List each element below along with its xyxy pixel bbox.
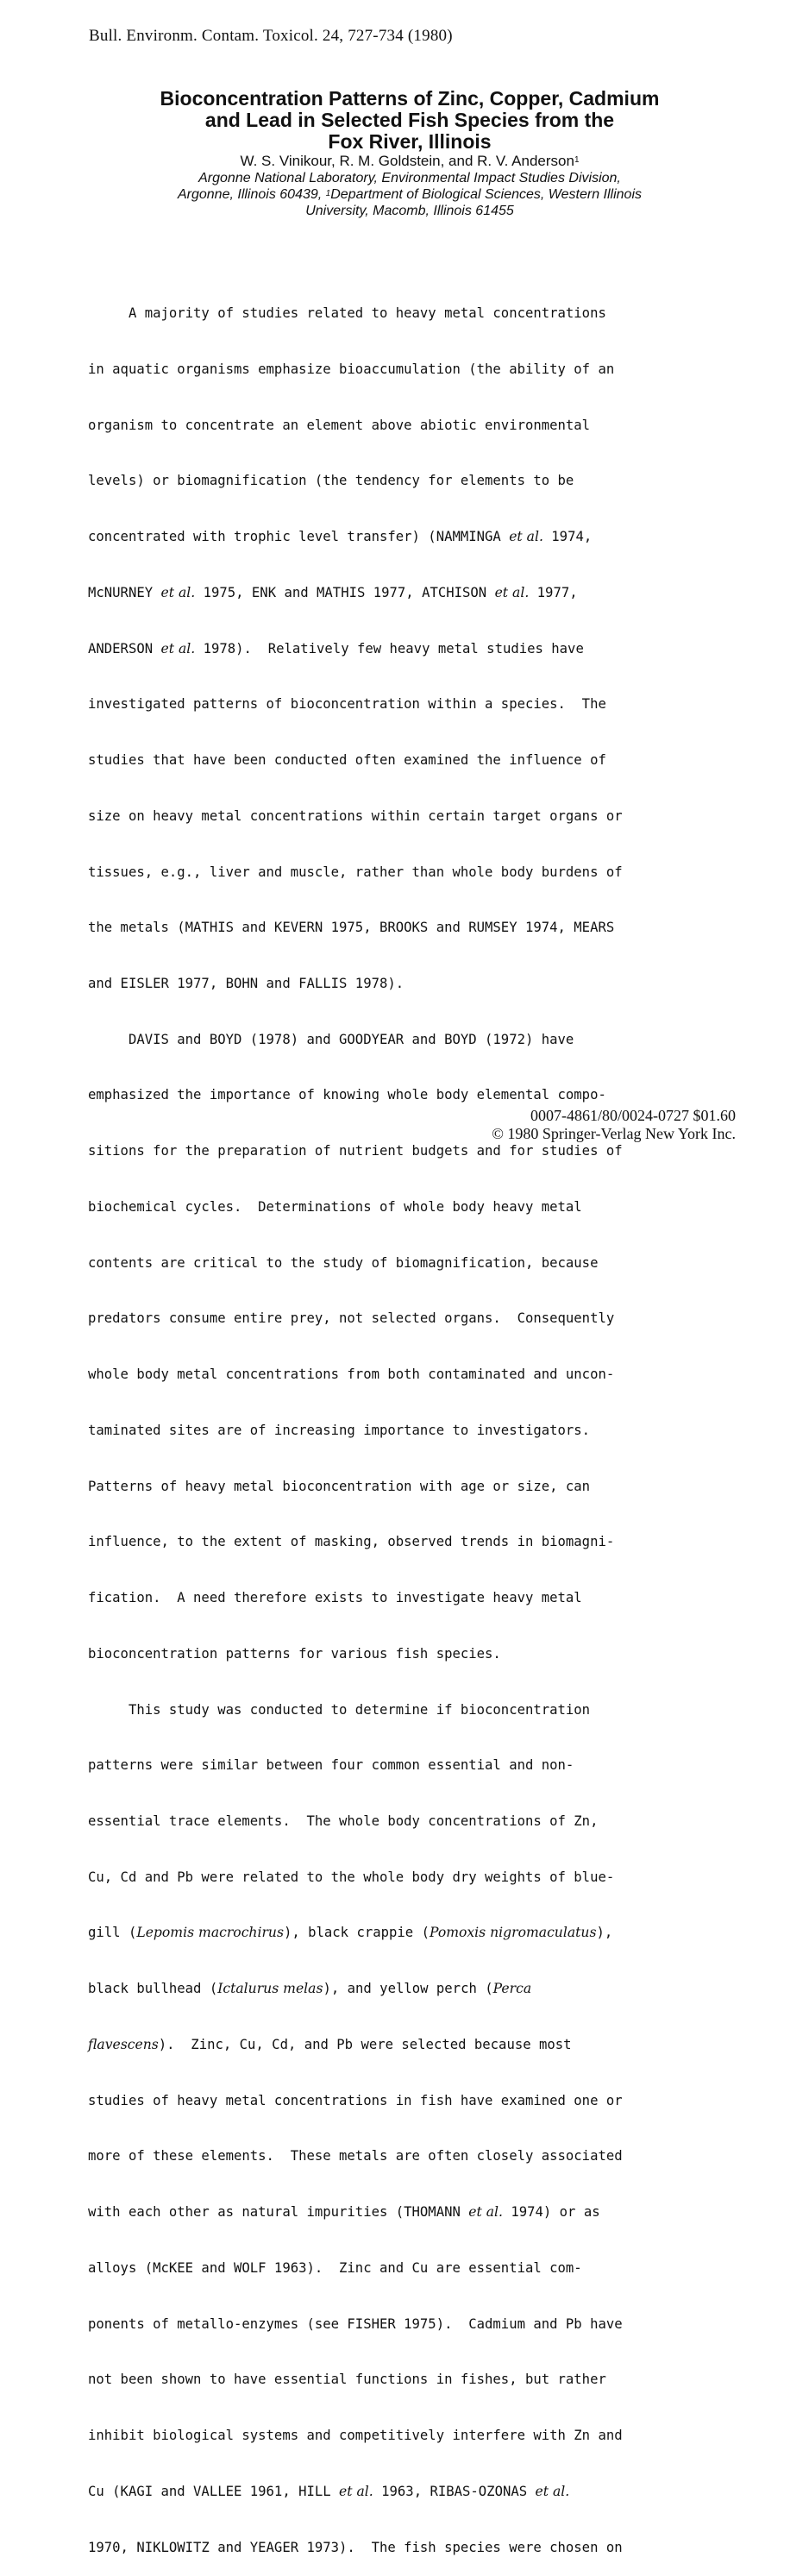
affiliation-text: Argonne, Illinois 60439, bbox=[177, 187, 323, 202]
text-run: with each other as natural impurities (THOMANN bbox=[88, 2204, 469, 2221]
italic-run: et al. bbox=[339, 2483, 373, 2499]
body-line: contents are critical to the study of biomagnification, because bbox=[88, 1254, 599, 1271]
body-line: studies of heavy metal concentrations in fish have examined one or bbox=[88, 2092, 623, 2108]
text-run: Cu (KAGI and VALLEE 1961, HILL bbox=[88, 2483, 340, 2499]
body-line: ponents of metallo-enzymes (see FISHER 1975). Cadmium and Pb have bbox=[88, 2315, 623, 2332]
body-line: inhibit biological systems and competitively interfere with Zn and bbox=[88, 2428, 623, 2444]
body-line: size on heavy metal concentrations within certain target organs or bbox=[88, 807, 623, 824]
affiliation-line: University, Macomb, Illinois 61455 bbox=[305, 204, 514, 218]
text-run: ), and yellow perch ( bbox=[323, 1981, 493, 1997]
author-names: W. S. Vinikour, R. M. Goldstein, and R. V. Anderson bbox=[240, 153, 574, 169]
body-line bbox=[88, 2483, 709, 2502]
species-name: Ictalurus melas bbox=[217, 1981, 323, 1997]
body-line: alloys (McKEE and WOLF 1963). Zinc and Cu are essential com- bbox=[88, 2259, 582, 2276]
article-header bbox=[86, 88, 733, 219]
body-line: investigated patterns of bioconcentration within a species. The bbox=[88, 696, 606, 713]
body-line: predators consume entire prey, not selected organs. Consequently bbox=[88, 1310, 615, 1327]
affiliations bbox=[86, 170, 733, 219]
body-line: influence, to the extent of masking, observed trends in biomagni- bbox=[88, 1534, 615, 1550]
text-run: ). Zinc, Cu, Cd, and Pb were selected because most bbox=[158, 2036, 572, 2052]
body-line: biochemical cycles. Determinations of whole body heavy metal bbox=[88, 1198, 582, 1215]
species-name: Lepomis macrochirus bbox=[136, 1925, 284, 1941]
text-run: 1974) or as bbox=[502, 2204, 600, 2221]
text-run: ), bbox=[596, 1925, 613, 1941]
body-line: Cu, Cd and Pb were related to the whole body dry weights of blue- bbox=[88, 1869, 615, 1885]
body-line: organism to concentrate an element above abiotic environmental bbox=[88, 417, 591, 433]
body-line: Patterns of heavy metal bioconcentration with age or size, can bbox=[88, 1478, 591, 1494]
journal-citation: Bull. Environm. Contam. Toxicol. 24, 727-734 (1980) bbox=[89, 27, 453, 45]
body-line: in aquatic organisms emphasize bioaccumulation (the ability of an bbox=[88, 361, 615, 377]
body-line: more of these elements. These metals are often closely associated bbox=[88, 2148, 623, 2164]
italic-run: et al. bbox=[494, 584, 530, 600]
body-line: taminated sites are of increasing importance to investigators. bbox=[88, 1422, 591, 1438]
text-run: 1974, bbox=[542, 529, 593, 545]
italic-run: et al. bbox=[160, 640, 196, 657]
affiliation-text: Department of Biological Sciences, Western Illinois bbox=[330, 187, 642, 202]
text-run: 1975, ENK and MATHIS 1977, ATCHISON bbox=[195, 584, 495, 600]
body-line: whole body metal concentrations from both contaminated and uncon- bbox=[88, 1367, 615, 1383]
text-run: 1977, bbox=[529, 584, 578, 600]
italic-run: et al. bbox=[468, 2204, 503, 2221]
italic-run: et al. bbox=[535, 2483, 570, 2499]
body-line: levels) or biomagnification (the tendency for elements to be bbox=[88, 473, 574, 489]
text-run: 1963, RIBAS-OZONAS bbox=[373, 2483, 536, 2499]
text-run: black bullhead ( bbox=[88, 1981, 218, 1997]
authors bbox=[86, 153, 733, 170]
text-run: 1978). Relatively few heavy metal studies have bbox=[195, 640, 584, 657]
body-line bbox=[88, 584, 709, 603]
title-line: Bioconcentration Patterns of Zinc, Copper, Cadmium bbox=[160, 87, 660, 110]
italic-run: et al. bbox=[160, 584, 196, 600]
species-name: Perca bbox=[492, 1981, 532, 1997]
affiliation-line: Argonne National Laboratory, Environmental Impact Studies Division, bbox=[198, 171, 621, 185]
body-line bbox=[88, 528, 709, 547]
author-footnote-marker: 1 bbox=[574, 155, 580, 165]
body-line: studies that have been conducted often examined the influence of bbox=[88, 752, 606, 769]
body-line bbox=[88, 1924, 709, 1943]
body-line: This study was conducted to determine if bioconcentration bbox=[88, 1701, 591, 1718]
body-line bbox=[88, 2203, 709, 2222]
text-run: McNURNEY bbox=[88, 584, 161, 600]
italic-run: et al. bbox=[509, 529, 543, 545]
text-run: concentrated with trophic level transfer) (NAMMINGA bbox=[88, 529, 510, 545]
copyright-notice: © 1980 Springer-Verlag New York Inc. bbox=[492, 1125, 736, 1142]
body-line: DAVIS and BOYD (1978) and GOODYEAR and BOYD (1972) have bbox=[88, 1031, 574, 1047]
text-run: gill ( bbox=[88, 1925, 137, 1941]
publication-footer bbox=[492, 1107, 736, 1143]
body-line: 1970, NIKLOWITZ and YEAGER 1973). The fish species were chosen on bbox=[88, 2539, 623, 2555]
publication-code: 0007-4861/80/0024-0727 $01.60 bbox=[530, 1107, 736, 1124]
body-line: not been shown to have essential functions in fishes, but rather bbox=[88, 2372, 606, 2388]
article-title bbox=[86, 88, 733, 153]
affiliation-marker: 1 bbox=[325, 189, 331, 198]
body-line: the metals (MATHIS and KEVERN 1975, BROOKS and RUMSEY 1974, MEARS bbox=[88, 920, 615, 936]
body-line: fication. A need therefore exists to investigate heavy metal bbox=[88, 1590, 582, 1606]
body-line: bioconcentration patterns for various fish species. bbox=[88, 1645, 501, 1662]
text-run: ANDERSON bbox=[88, 640, 161, 657]
body-line: sitions for the preparation of nutrient budgets and for studies of bbox=[88, 1143, 623, 1159]
text-run: ), black crappie ( bbox=[283, 1925, 430, 1941]
body-line: A majority of studies related to heavy metal concentrations bbox=[88, 305, 606, 322]
body-line: essential trace elements. The whole body concentrations of Zn, bbox=[88, 1813, 599, 1829]
body-line: and EISLER 1977, BOHN and FALLIS 1978). bbox=[88, 975, 404, 991]
body-line bbox=[88, 640, 709, 659]
body-line bbox=[88, 2036, 709, 2055]
affiliation-line bbox=[86, 186, 733, 203]
body-line: tissues, e.g., liver and muscle, rather than whole body burdens of bbox=[88, 864, 623, 880]
body-line: patterns were similar between four common essential and non- bbox=[88, 1757, 574, 1774]
body-line: emphasized the importance of knowing whole body elemental compo- bbox=[88, 1087, 606, 1103]
species-name: flavescens bbox=[88, 2036, 159, 2052]
title-line: and Lead in Selected Fish Species from the bbox=[204, 109, 615, 131]
article-body bbox=[88, 267, 709, 2576]
species-name: Pomoxis nigromaculatus bbox=[429, 1925, 597, 1941]
title-line: Fox River, Illinois bbox=[328, 130, 492, 153]
body-line bbox=[88, 1980, 709, 1999]
